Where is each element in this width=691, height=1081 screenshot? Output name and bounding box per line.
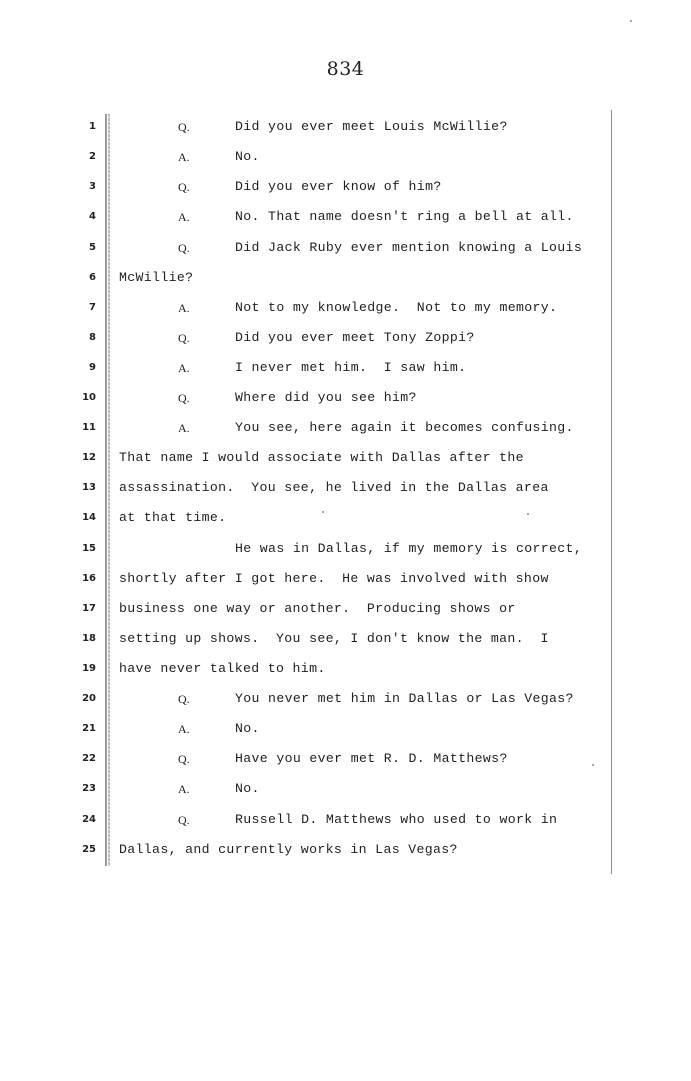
line-text: setting up shows. You see, I don't know the man. I	[119, 631, 549, 646]
scan-speck	[322, 511, 324, 513]
speaker-label: Q.	[178, 813, 190, 827]
line-number: 13	[82, 482, 96, 493]
line-text: shortly after I got here. He was involved with show	[119, 571, 549, 586]
transcript-line	[0, 568, 691, 590]
line-text: No.	[235, 721, 260, 736]
speaker-label: Q.	[178, 692, 190, 706]
line-text: Have you ever met R. D. Matthews?	[235, 751, 508, 766]
line-number: 9	[89, 362, 96, 373]
line-text: He was in Dallas, if my memory is correct,	[235, 541, 583, 556]
line-number: 16	[82, 573, 96, 584]
line-text: Where did you see him?	[235, 390, 417, 405]
transcript-line	[0, 417, 691, 439]
transcript-line	[0, 116, 691, 138]
transcript-line	[0, 718, 691, 740]
speaker-label: A.	[178, 421, 190, 435]
line-text: assassination. You see, he lived in the Dallas area	[119, 480, 549, 495]
line-text: That name I would associate with Dallas after the	[119, 450, 524, 465]
line-text: Dallas, and currently works in Las Vegas?	[119, 842, 458, 857]
speaker-label: A.	[178, 150, 190, 164]
line-number: 12	[82, 452, 96, 463]
line-number: 7	[89, 302, 96, 313]
line-text: Did Jack Ruby ever mention knowing a Louis	[235, 240, 583, 255]
line-text: at that time.	[119, 510, 227, 525]
speaker-label: A.	[178, 722, 190, 736]
transcript-line	[0, 658, 691, 680]
transcript-line	[0, 538, 691, 560]
speaker-label: A.	[178, 210, 190, 224]
transcript-line	[0, 748, 691, 770]
transcript-line	[0, 327, 691, 349]
scan-speck	[527, 513, 529, 515]
line-number: 1	[89, 121, 96, 132]
speaker-label: Q.	[178, 241, 190, 255]
line-number: 5	[89, 242, 96, 253]
line-number: 24	[82, 814, 96, 825]
line-number: 14	[82, 512, 96, 523]
transcript-line	[0, 387, 691, 409]
line-text: No.	[235, 149, 260, 164]
line-text: I never met him. I saw him.	[235, 360, 467, 375]
speaker-label: Q.	[178, 752, 190, 766]
line-text: Not to my knowledge. Not to my memory.	[235, 300, 558, 315]
line-number: 18	[82, 633, 96, 644]
transcript-line	[0, 357, 691, 379]
line-number: 3	[89, 181, 96, 192]
scan-speck	[630, 20, 632, 22]
speaker-label: Q.	[178, 180, 190, 194]
transcript-line	[0, 146, 691, 168]
transcript-line	[0, 297, 691, 319]
transcript-line	[0, 206, 691, 228]
line-number: 17	[82, 603, 96, 614]
line-number: 15	[82, 543, 96, 554]
line-text: You see, here again it becomes confusing.	[235, 420, 574, 435]
speaker-label: A.	[178, 361, 190, 375]
line-text: have never talked to him.	[119, 661, 326, 676]
transcript-line	[0, 176, 691, 198]
line-number: 8	[89, 332, 96, 343]
transcript-line	[0, 628, 691, 650]
line-number: 22	[82, 753, 96, 764]
scan-speck	[592, 764, 594, 766]
speaker-label: A.	[178, 782, 190, 796]
speaker-label: A.	[178, 301, 190, 315]
transcript-line	[0, 267, 691, 289]
transcript-line	[0, 477, 691, 499]
line-text: No.	[235, 781, 260, 796]
transcript-line	[0, 447, 691, 469]
line-text: business one way or another. Producing shows or	[119, 601, 516, 616]
line-number: 23	[82, 783, 96, 794]
line-text: Did you ever know of him?	[235, 179, 442, 194]
transcript-line	[0, 507, 691, 529]
line-number: 2	[89, 151, 96, 162]
transcript-line	[0, 598, 691, 620]
line-text: You never met him in Dallas or Las Vegas?	[235, 691, 574, 706]
line-number: 21	[82, 723, 96, 734]
line-number: 6	[89, 272, 96, 283]
transcript-line	[0, 237, 691, 259]
speaker-label: Q.	[178, 120, 190, 134]
line-number: 10	[82, 392, 96, 403]
speaker-label: Q.	[178, 331, 190, 345]
line-text: Did you ever meet Tony Zoppi?	[235, 330, 475, 345]
line-text: No. That name doesn't ring a bell at all.	[235, 209, 574, 224]
line-number: 20	[82, 693, 96, 704]
line-text: Russell D. Matthews who used to work in	[235, 812, 558, 827]
line-number: 11	[82, 422, 96, 433]
line-number: 19	[82, 663, 96, 674]
line-text: Did you ever meet Louis McWillie?	[235, 119, 508, 134]
transcript-line	[0, 778, 691, 800]
transcript-line	[0, 688, 691, 710]
transcript-line	[0, 809, 691, 831]
line-number: 25	[82, 844, 96, 855]
transcript-line	[0, 839, 691, 861]
speaker-label: Q.	[178, 391, 190, 405]
line-text: McWillie?	[119, 270, 194, 285]
page-number: 834	[326, 58, 365, 80]
line-number: 4	[89, 211, 96, 222]
